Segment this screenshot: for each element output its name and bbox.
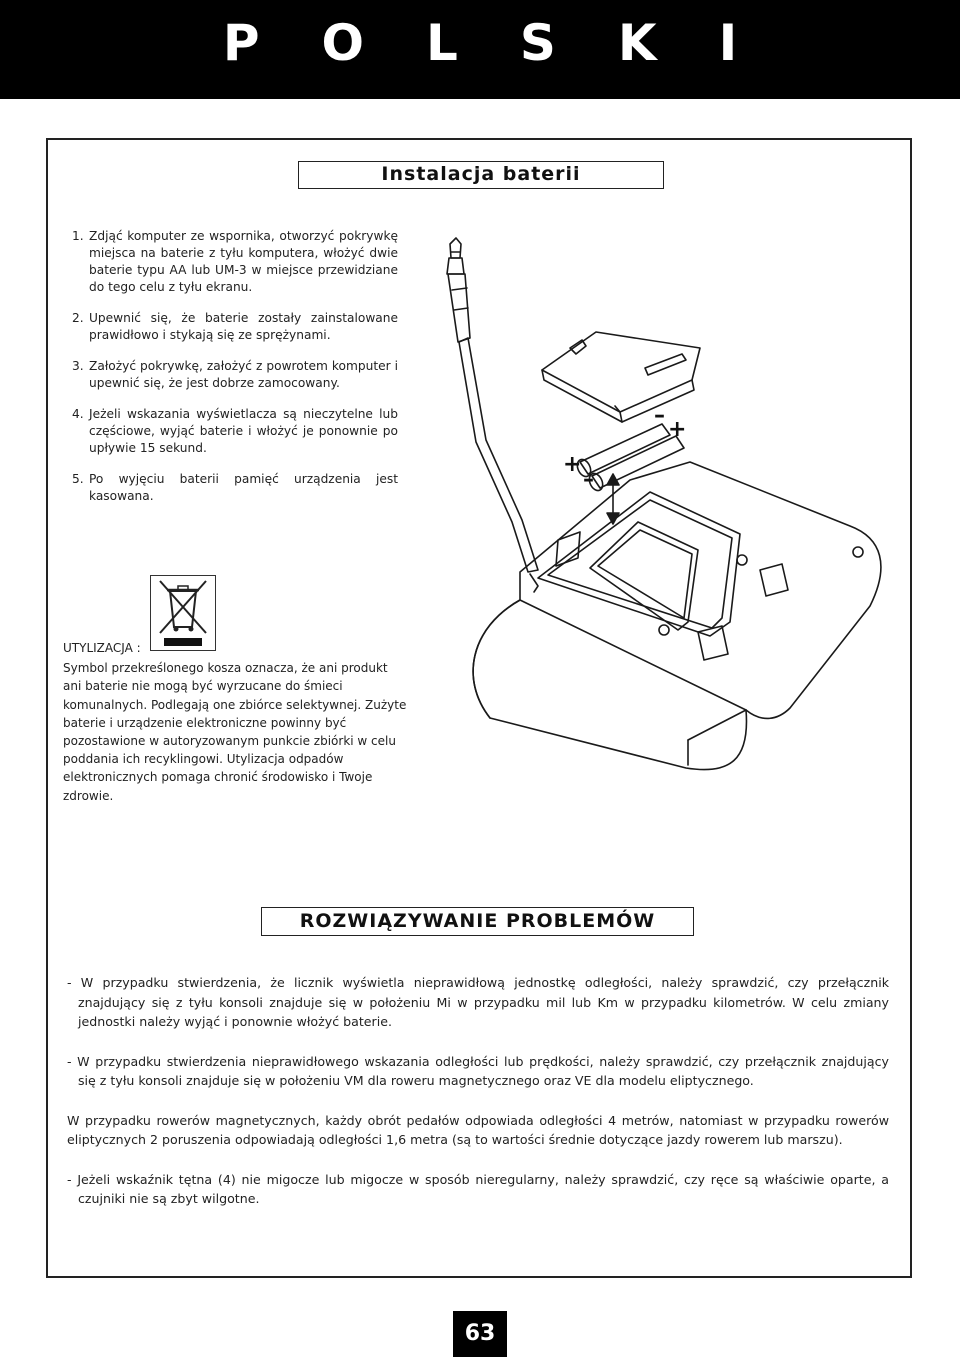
battery-section-title: Instalacja baterii (298, 161, 664, 189)
minus-sign: – (654, 403, 665, 428)
list-item (72, 228, 398, 296)
step-text: Po wyjęciu baterii pamięć urządzenia jest kasowana. (89, 472, 398, 503)
list-item (72, 471, 398, 505)
list-item: - Jeżeli wskaźnik tętna (4) nie migocze lub migocze w sposób nieregularny, należy sprawdzić, czy ręce są właściwie oparte, a czujniki nie są zbyt wilgotne. (67, 1171, 889, 1206)
page-number: 63 (453, 1311, 507, 1357)
battery-cover (542, 332, 700, 422)
step-number: 1. (72, 229, 84, 243)
plus-sign: + (563, 452, 582, 477)
list-item: - W przypadku stwierdzenia, że licznik wyświetla nieprawidłową jednostkę odległości, należy sprawdzić, czy przełącznik znajdujący się z tyłu konsoli znajduje się w położeniu Mi w przypadku mil lub Km w przypadku kilometrów. W celu zmiany jednostki należy wyjąć i ponownie włożyć baterie. (67, 975, 889, 1029)
step-text: Zdjąć komputer ze wspornika, otworzyć pokrywkę miejsca na baterie z tyłu komputera, włożyć dwie baterie typu AA lub UM-3 w miejsce przewidziane do tego celu z tyłu ekranu. (89, 229, 398, 294)
header-band (0, 0, 960, 99)
battery-installation-illustration (430, 230, 890, 775)
disposal-notice (63, 639, 408, 805)
list-item: - W przypadku stwierdzenia nieprawidłowego wskazania odległości lub prędkości, należy sprawdzić, czy przełącznik znajdujący się z tyłu konsoli znajduje się w położeniu VM dla roweru magnetycznego oraz VE dla modelu eliptycznego. (67, 1053, 889, 1088)
minus-sign: – (583, 467, 594, 492)
step-text: Założyć pokrywkę, założyć z powrotem komputer i upewnić się, że jest dobrze zamocowany. (89, 359, 398, 390)
disposal-heading: UTYLIZACJA : (63, 641, 141, 655)
cable-plug (447, 238, 538, 572)
step-text: Jeżeli wskazania wyświetlacza są nieczytelne lub częściowe, wyjąć baterie i włożyć je ponownie po upływie 15 sekund. (89, 407, 398, 455)
plus-sign: + (668, 417, 687, 442)
step-number: 4. (72, 407, 84, 421)
list-item: W przypadku rowerów magnetycznych, każdy obrót pedałów odpowiada odległości 4 metrów, natomiast w przypadku rowerów eliptycznych 2 poruszenia odpowiadają odległości 1,6 metra (są to wartości średnie dotyczące jazdy rowerem lub marszu). (67, 1112, 889, 1147)
list-item (72, 358, 398, 392)
troubleshooting-list (67, 973, 889, 1229)
step-number: 5. (72, 472, 84, 486)
troubleshooting-title: ROZWIĄZYWANIE PROBLEMÓW (261, 907, 694, 936)
step-number: 2. (72, 311, 84, 325)
step-number: 3. (72, 359, 84, 373)
language-title: POLSKI (222, 14, 800, 72)
list-item (72, 310, 398, 344)
disposal-body: Symbol przekreślonego kosza oznacza, że ani produkt ani baterie nie mogą być wyrzucane do śmieci komunalnych. Podlegają one zbiórce selektywnej. Zużyte baterie i urządzenie elektroniczne powinny być pozostawione w autoryzowanym punkcie zbiórki w celu poddania ich recyklingowi. Utylizacja odpadów elektronicznych pomaga chronić środowisko i Twoje zdrowie. (63, 661, 407, 803)
battery-steps-list (72, 228, 398, 519)
list-item (72, 406, 398, 457)
console-housing (473, 462, 881, 770)
step-text: Upewnić się, że baterie zostały zainstalowane prawidłowo i stykają się ze sprężynami. (89, 311, 398, 342)
